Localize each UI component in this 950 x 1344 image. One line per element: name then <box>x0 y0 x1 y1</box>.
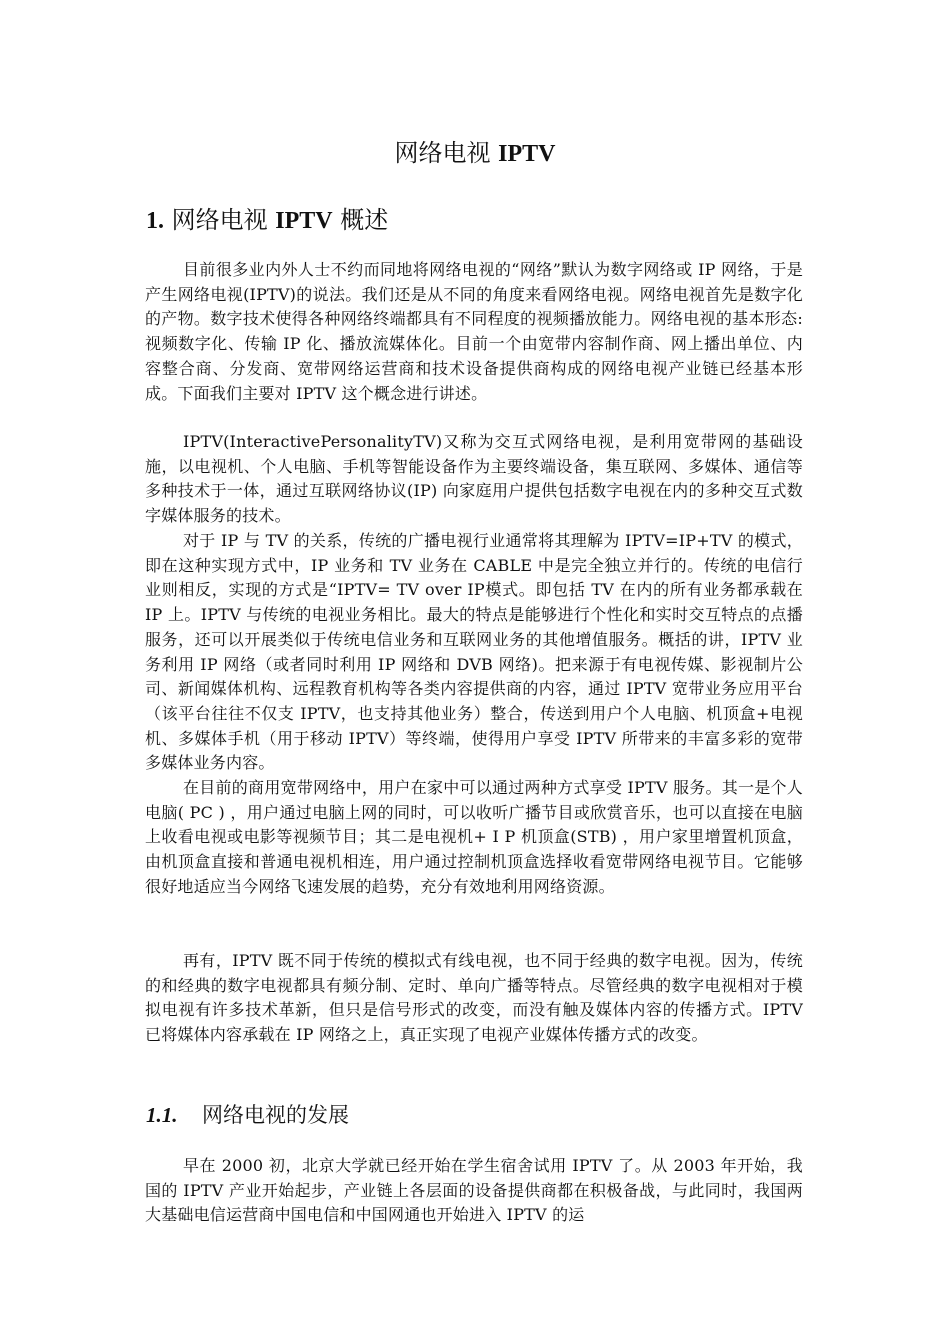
section-heading-latin: IPTV <box>275 208 333 234</box>
section-heading-1 <box>146 203 388 238</box>
section-number: 1. <box>146 208 164 234</box>
paragraph-2: IPTV(InteractivePersonalityTV)又称为交互式网络电视，是利用宽带网的基础设施，以电视机、个人电脑、手机等智能设备作为主要终端设备，集互联网、多媒体、通信等多种技术于一体，通过互联网络协议(IP) 向家庭用户提供包括数字电视在内的多种交互式数字媒体服务的技术。 <box>145 432 803 526</box>
section-heading-suffix: 概述 <box>332 206 389 234</box>
subsection-heading-text: 网络电视的发展 <box>202 1103 349 1127</box>
document-title <box>0 136 950 171</box>
subsection-number: 1.1. <box>146 1103 178 1127</box>
paragraph-3: 对于 IP 与 TV 的关系，传统的广播电视行业通常将其理解为 IPTV=IP+TV 的模式，即在这种实现方式中，IP 业务和 TV 业务在 CABLE 中是完全独立并行的。传统的电信行业则相反，实现的方式是“IPTV= TV over IP模式。即包括 TV 在内的所有业务都承载在 IP 上。IPTV 与传统的电视业务相比。最大的特点是能够进行个性化和实时交互特点的点播服务，还可以开展类似于传统电信业务和互联网业务的其他增值服务。概括的讲，IPTV 业务利用 IP 网络（或者同时利用 IP 网络和 DVB 网络)。把来源于有电视传媒、影视制片公司、新闻媒体机构、远程教育机构等各类内容提供商的内容，通过 IPTV 宽带业务应用平台（该平台往往不仅支 IPTV，也支持其他业务）整合，传送到用户个人电脑、机顶盒+电视机、多媒体手机（用于移动 IPTV）等终端，使得用户享受 IPTV 所带来的丰富多彩的宽带多媒体业务内容。 <box>145 531 803 773</box>
subsection-heading-1-1 <box>146 1099 349 1131</box>
paragraph-5: 再有，IPTV 既不同于传统的模拟式有线电视，也不同于经典的数字电视。因为，传统的和经典的数字电视都具有频分制、定时、单向广播等特点。尽管经典的数字电视相对于模拟电视有许多技术革新，但只是信号形式的改变，而没有触及媒体内容的传播方式。IPTV 已将媒体内容承载在 IP 网络之上，真正实现了电视产业媒体传播方式的改变。 <box>145 951 803 1045</box>
title-text: 网络电视 <box>394 139 499 167</box>
paragraph-6: 早在 2000 初，北京大学就已经开始在学生宿舍试用 IPTV 了。从 2003 年开始，我国的 IPTV 产业开始起步，产业链上各层面的设备提供商都在积极备战，与此同时，我国两大基础电信运营商中国电信和中国网通也开始进入 IPTV 的运 <box>145 1156 803 1225</box>
title-latin: IPTV <box>498 141 556 167</box>
paragraph-4: 在目前的商用宽带网络中，用户在家中可以通过两种方式享受 IPTV 服务。其一是个人电脑( PC ) ，用户通过电脑上网的同时，可以收听广播节目或欣赏音乐，也可以直接在电脑上收看电视或电影等视频节目；其二是电视机+ I P 机顶盒(STB) ，用户家里增置机顶盒，由机顶盒直接和普通电视机相连，用户通过控制机顶盒选择收看宽带网络电视节目。它能够很好地适应当今网络飞速发展的趋势，充分有效地利用网络资源。 <box>145 778 803 896</box>
section-heading-text: 网络电视 <box>164 206 276 234</box>
paragraph-1: 目前很多业内外人士不约而同地将网络电视的“网络”默认为数字网络或 IP 网络，于是产生网络电视(IPTV)的说法。我们还是从不同的角度来看网络电视。网络电视首先是数字化的产物。数字技术使得各种网络终端都具有不同程度的视频播放能力。网络电视的基本形态: 视频数字化、传输 IP 化、播放流媒体化。目前一个由宽带内容制作商、网上播出单位、内容整合商、分发商、宽带网络运营商和技术设备提供商构成的网络电视产业链已经基本形成。下面我们主要对 IPTV 这个概念进行讲述。 <box>145 260 803 403</box>
